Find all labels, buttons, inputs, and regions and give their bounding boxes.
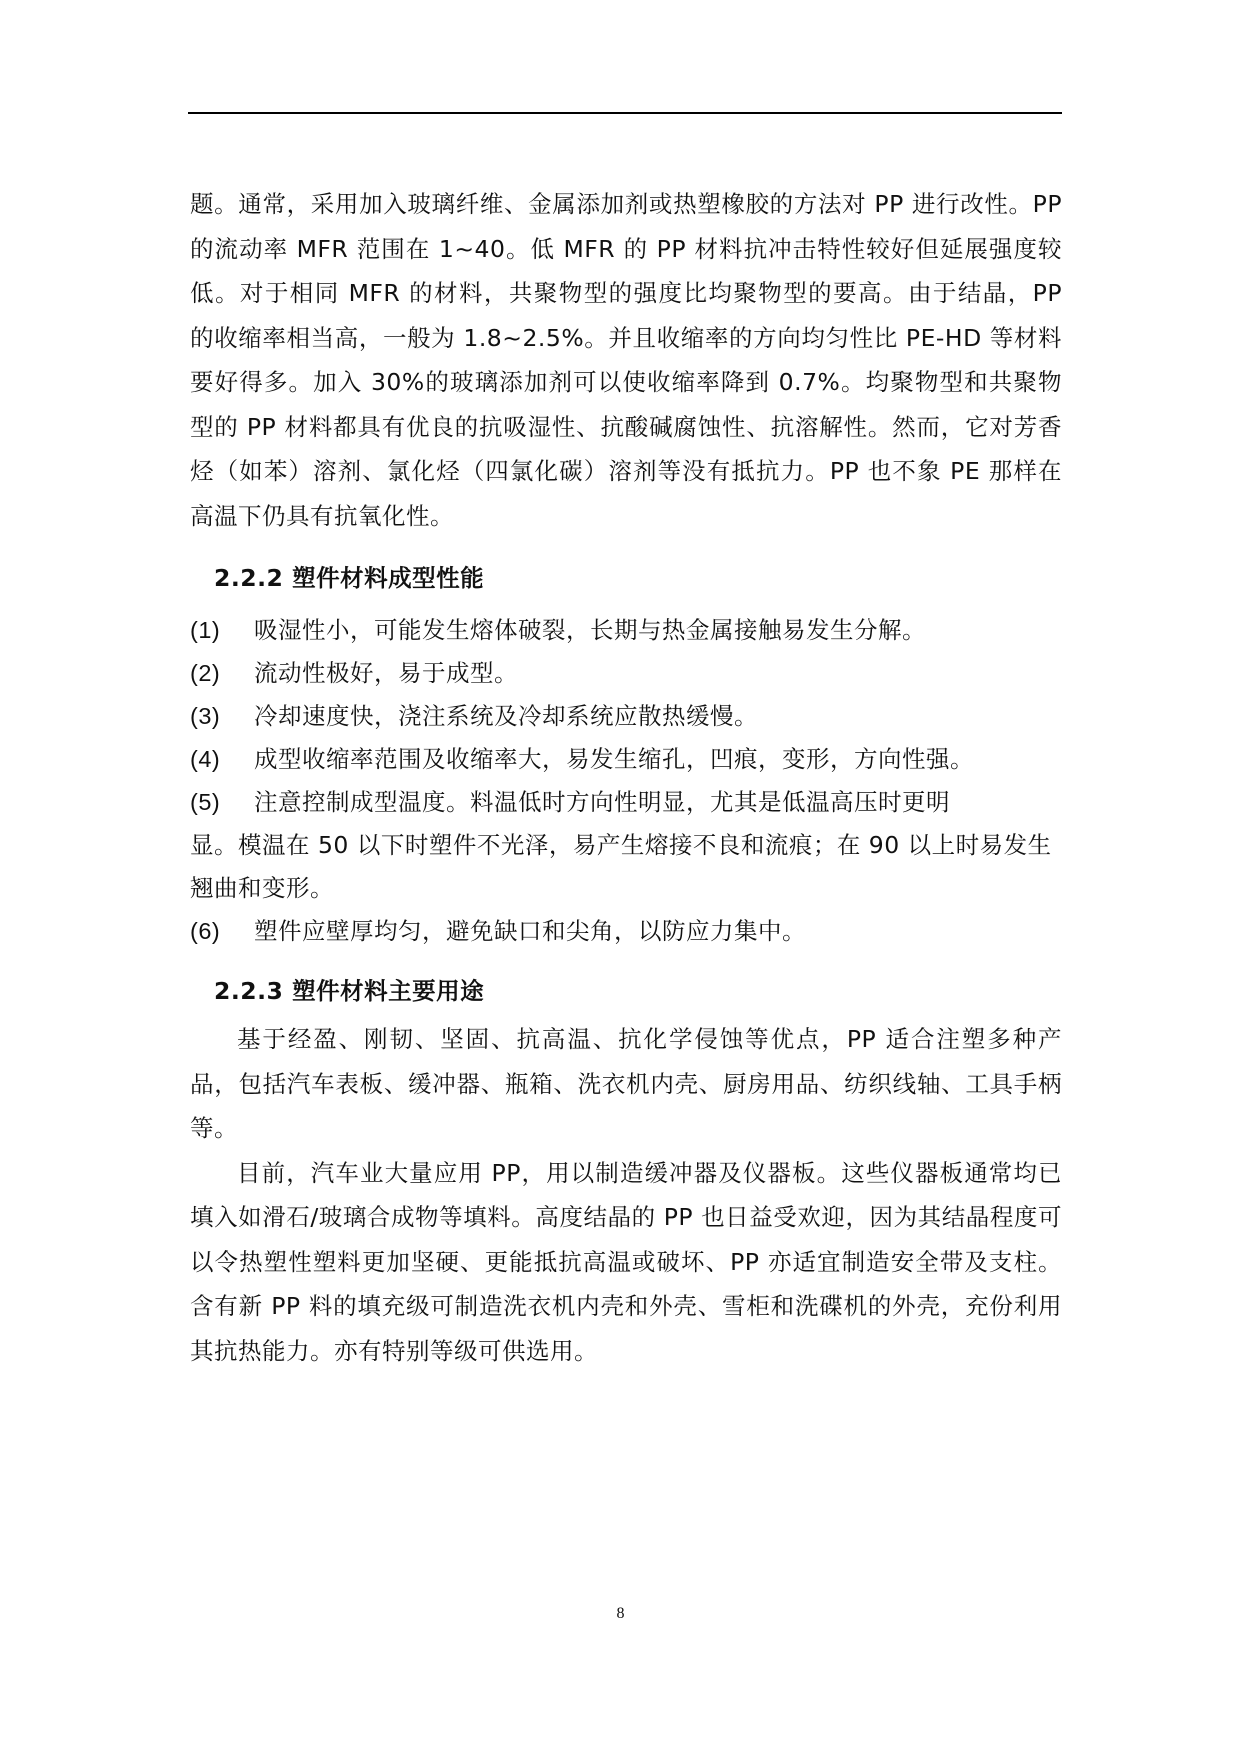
list-item bbox=[190, 652, 1062, 695]
list-item-number: (4) bbox=[190, 745, 221, 772]
list-item-number: (6) bbox=[190, 917, 221, 944]
molding-properties-list bbox=[190, 609, 1062, 953]
page-body bbox=[190, 182, 1062, 1373]
section-heading-2-2-3: 2.2.3 塑件材料主要用途 bbox=[214, 976, 485, 1005]
list-item-text: 塑件应壁厚均匀，避免缺口和尖角，以防应力集中。 bbox=[254, 916, 806, 945]
list-item-text: 吸湿性小，可能发生熔体破裂，长期与热金属接触易发生分解。 bbox=[254, 615, 926, 644]
list-item bbox=[190, 609, 1062, 652]
list-item-text: 注意控制成型温度。料温低时方向性明显，尤其是低温高压时更明 bbox=[254, 787, 950, 816]
list-item-number: (3) bbox=[190, 702, 221, 729]
intro-paragraph: 题。通常，采用加入玻璃纤维、金属添加剂或热塑橡胶的方法对 PP 进行改性。PP 的流动率 MFR 范围在 1~40。低 MFR 的 PP 材料抗冲击特性较好但延展强度较低。对于相同 MFR 的材料，共聚物型的强度比均聚物型的要高。由于结晶，PP 的收缩率相当高，一般为 1.8~2.5%。并且收缩率的方向均匀性比 PE-HD 等材料要好得多。加入 30%的玻璃添加剂可以使收缩率降到 0.7%。均聚物型和共聚物型的 PP 材料都具有优良的抗吸湿性、抗酸碱腐蚀性、抗溶解性。然而，它对芳香烃（如苯）溶剂、氯化烃（四氯化碳）溶剂等没有抵抗力。PP 也不象 PE 那样在高温下仍具有抗氧化性。 bbox=[190, 190, 1062, 530]
list-item bbox=[190, 738, 1062, 781]
list-item-text: 成型收缩率范围及收缩率大，易发生缩孔，凹痕，变形，方向性强。 bbox=[254, 744, 974, 773]
section-heading-2-2-2: 2.2.2 塑件材料成型性能 bbox=[214, 564, 485, 592]
list-item-number: (5) bbox=[190, 788, 221, 815]
list-item-text: 冷却速度快，浇注系统及冷却系统应散热缓慢。 bbox=[254, 701, 758, 730]
list-item-number: (2) bbox=[190, 659, 221, 686]
list-item-text: 流动性极好，易于成型。 bbox=[254, 658, 518, 687]
header-rule bbox=[188, 112, 1062, 114]
list-item bbox=[190, 695, 1062, 738]
list-item bbox=[190, 910, 1062, 953]
uses-paragraph: 基于经盈、刚韧、坚固、抗高温、抗化学侵蚀等优点，PP 适合注塑多种产品，包括汽车表板、缓冲器、瓶箱、洗衣机内壳、厨房用品、纺织线轴、工具手柄等。 bbox=[190, 1025, 1062, 1142]
uses-paragraph: 目前，汽车业大量应用 PP，用以制造缓冲器及仪器板。这些仪器板通常均已填入如滑石/玻璃合成物等填料。高度结晶的 PP 也日益受欢迎，因为其结晶程度可以令热塑性塑料更加坚硬、更能抵抗高温或破坏、PP 亦适宜制造安全带及支柱。含有新 PP 料的填充级可制造洗衣机内壳和外壳、雪柜和洗碟机的外壳，充份利用其抗热能力。亦有特别等级可供选用。 bbox=[190, 1158, 1062, 1365]
page-number: 8 bbox=[616, 1605, 625, 1622]
list-item bbox=[190, 781, 1062, 910]
list-item-continuation: 显。模温在 50 以下时塑件不光泽，易产生熔接不良和流痕；在 90 以上时易发生翘曲和变形。 bbox=[190, 830, 1052, 902]
list-item-number: (1) bbox=[190, 616, 221, 643]
